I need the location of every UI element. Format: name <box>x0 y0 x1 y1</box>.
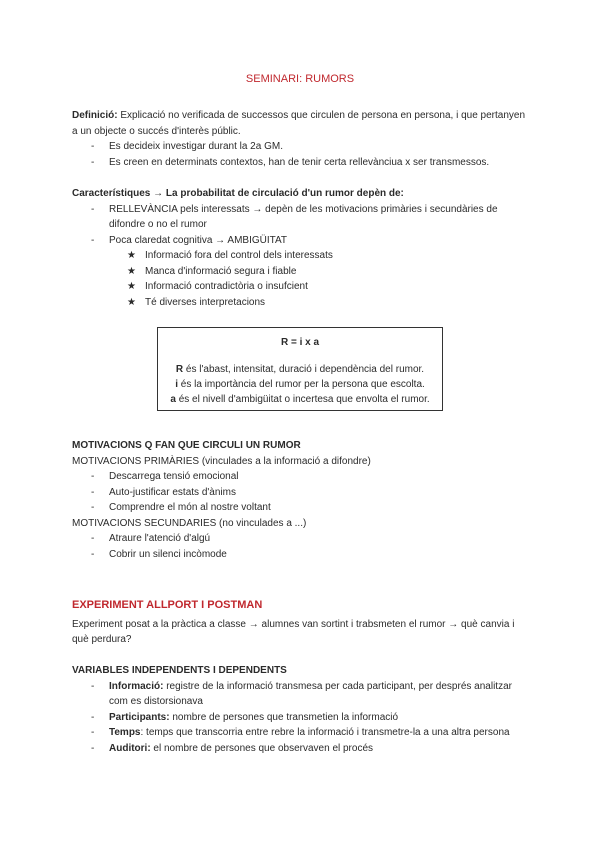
list-item <box>72 725 532 741</box>
ambiguity-sublist <box>72 248 532 310</box>
variable-text: : temps que transcorria entre rebre la informació i transmetre-la a una altra persona <box>140 727 510 738</box>
characteristics-section <box>72 186 532 310</box>
formula-line-a <box>158 392 442 407</box>
motivations-section <box>72 438 532 562</box>
definition-paragraph <box>72 108 532 139</box>
list-item: - Es creen en determinats contextos, han de tenir certa rellevànciua x ser transmessos. <box>72 155 532 171</box>
motivations-heading: MOTIVACIONS Q FAN QUE CIRCULI UN RUMOR <box>72 440 301 451</box>
definition-label: Definició: <box>72 110 118 121</box>
primary-motivations-label: MOTIVACIONS PRIMÀRIES (vinculades a la informació a difondre) <box>72 455 371 467</box>
experiment-text: Experiment posat a la pràctica a classe → alumnes van sortint i trabsmeten el rumor → què canvia i què perdura? <box>72 618 515 645</box>
list-item: - Poca claredat cognitiva → AMBIGÜITAT <box>72 233 532 249</box>
definition-list <box>72 139 532 170</box>
formula-text-r: és l'abast, intensitat, duració i dependència del rumor. <box>183 364 425 375</box>
variables-section <box>72 663 532 756</box>
variable-text: el nombre de persones que observaven el procés <box>150 742 374 754</box>
list-item: - Cobrir un silenci incòmode <box>72 547 532 563</box>
variable-label: Informació: <box>109 680 164 692</box>
variable-label: Temps <box>109 727 141 738</box>
definition-text: Explicació no verificada de successos que circulen de persona en persona, i que pertanyen a un objecte o succés d'interès públic. <box>72 110 526 137</box>
experiment-section <box>72 598 532 648</box>
list-item: - Descarrega tensió emocional <box>72 469 532 485</box>
page-title: SEMINARI: RUMORS <box>245 73 355 85</box>
experiment-heading: EXPERIMENT ALLPORT I POSTMAN <box>72 599 263 611</box>
list-item: - Auto-justificar estats d'ànims <box>72 485 532 501</box>
formula-equation: R = i x a <box>280 337 320 348</box>
list-item: - Atraure l'atenció d'algú <box>72 531 532 547</box>
formula-var-i: i <box>175 379 178 390</box>
list-item <box>72 710 532 726</box>
variable-label: Participants: <box>109 711 170 723</box>
list-item <box>72 679 532 710</box>
list-item: ★ Manca d'informació segura i fiable <box>72 264 532 280</box>
primary-motivations-list <box>72 469 532 516</box>
list-item: ★ Informació fora del control dels interessats <box>72 248 532 264</box>
variable-text: registre de la informació transmesa per cada participant, per després analitzar com es distorsionava <box>109 680 512 707</box>
formula-var-r: R <box>175 364 184 375</box>
list-item: - RELLEVÀNCIA pels interessats → depèn de les motivacions primàries i secundàries de difondre o no el rumor <box>72 202 532 233</box>
list-item <box>72 741 532 757</box>
list-item: - Es decideix investigar durant la 2a GM. <box>72 139 532 155</box>
list-item: ★ Té diverses interpretacions <box>72 295 532 311</box>
characteristics-list <box>72 202 532 249</box>
list-item: - Comprendre el món al nostre voltant <box>72 500 532 516</box>
variable-text: nombre de persones que transmetien la informació <box>169 711 399 723</box>
definition-section <box>72 108 532 170</box>
secondary-motivations-label: MOTIVACIONS SECUNDARIES (no vinculades a ...) <box>72 517 307 529</box>
list-item: ★ Informació contradictòria o insufcient <box>72 279 532 295</box>
formula-box <box>157 327 443 411</box>
characteristics-heading: Característiques → La probabilitat de circulació d'un rumor depèn de: <box>72 188 404 199</box>
variables-heading: VARIABLES INDEPENDENTS I DEPENDENTS <box>72 665 287 676</box>
secondary-motivations-list <box>72 531 532 562</box>
formula-text-i: és la importància del rumor per la persona que escolta. <box>177 379 425 390</box>
formula-text-a: és el nivell d'ambigüitat o incertesa que envolta el rumor. <box>175 394 430 405</box>
variable-label: Auditori: <box>109 742 151 754</box>
variables-list <box>72 679 532 757</box>
formula-line-r <box>158 362 442 377</box>
formula-line-i <box>158 377 442 392</box>
formula-var-a: a <box>170 394 176 405</box>
